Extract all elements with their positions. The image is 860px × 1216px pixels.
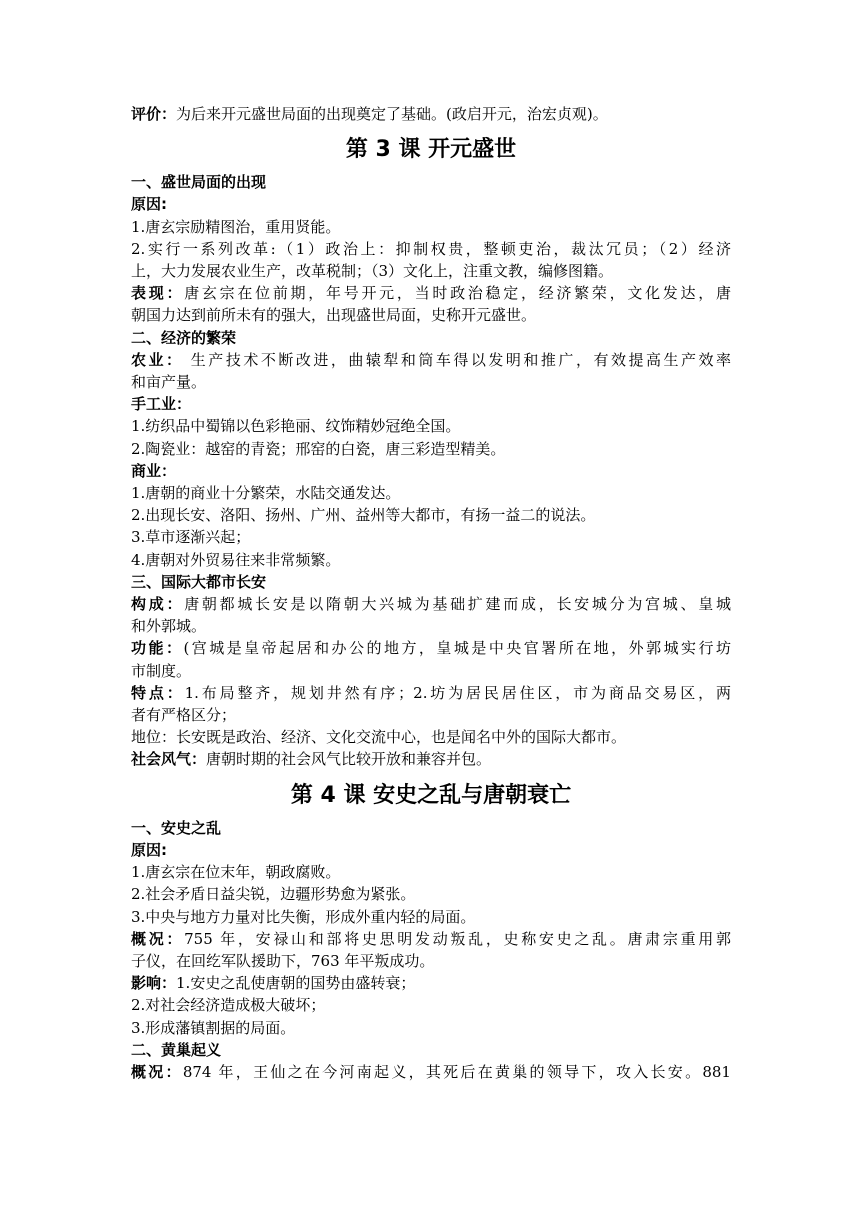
text-line [131, 950, 731, 972]
bold-label: 评价： [131, 105, 177, 123]
text-line [131, 238, 731, 260]
bold-label: 影响： [131, 974, 177, 993]
body-text: 生产技术不断改进，曲辕犁和筒车得以发明和推广，有效提高生产效率 [183, 350, 731, 369]
bold-label: 概况： [131, 929, 185, 948]
text-line [131, 928, 731, 950]
body-text: 1.布局整齐，规划井然有序；2.坊为居民居住区，市为商品交易区，两 [184, 683, 731, 702]
text-line [131, 615, 731, 637]
body-text: 1.唐朝的商业十分繁荣，水陆交通发达。 [131, 484, 401, 503]
text-line [131, 371, 731, 393]
section-heading [131, 1039, 731, 1061]
section-heading [131, 839, 731, 861]
bold-label: 二、黄巢起义 [131, 1040, 222, 1059]
text-line [131, 282, 731, 304]
bold-label: 三、国际大都市长安 [131, 572, 267, 591]
text-line [131, 994, 731, 1016]
body-text: 1.唐玄宗励精图治，重用贤能。 [131, 217, 341, 236]
text-line [131, 216, 731, 238]
text-line [131, 482, 731, 504]
body-text: 2.陶瓷业：越窑的青瓷；邢窑的白瓷，唐三彩造型精美。 [131, 439, 506, 458]
text-line [131, 260, 731, 282]
body-text: 3.中央与地方力量对比失衡，形成外重内轻的局面。 [131, 907, 476, 926]
bold-label: 一、盛世局面的出现 [131, 173, 267, 192]
body-text: 市制度。 [131, 661, 192, 680]
bold-label: 概况： [131, 1062, 183, 1081]
body-text: 唐朝都城长安是以隋朝大兴城为基础扩建而成，长安城分为宫城、皇城 [184, 595, 731, 614]
bold-label: 原因: [131, 840, 167, 859]
text-line [131, 593, 731, 615]
body-text: 4.唐朝对外贸易往来非常频繁。 [131, 550, 341, 569]
text-line [131, 526, 731, 548]
body-text: (宫城是皇帝起居和办公的地方，皇城是中央官署所在地，外郭城实行坊 [183, 639, 731, 658]
body-text: 唐玄宗在位前期，年号开元，当时政治稳定，经济繁荣，文化发达，唐 [184, 284, 731, 303]
section-heading [131, 817, 731, 839]
body-text: 为后来开元盛世局面的出现奠定了基础。(政启开元，治宏贞观)。 [176, 105, 608, 123]
section-heading [131, 193, 731, 215]
text-line [131, 504, 731, 526]
body-text: 1.安史之乱使唐朝的国势由盛转衰； [176, 974, 416, 993]
section-heading [131, 393, 731, 415]
section-heading [131, 460, 731, 482]
text-line [131, 415, 731, 437]
body-text: 3.草市逐渐兴起； [131, 528, 251, 547]
body-text: 1.唐玄宗在位末年，朝政腐败。 [131, 863, 341, 882]
document-body [131, 103, 731, 1083]
bold-label: 二、经济的繁荣 [131, 328, 237, 347]
text-line [131, 972, 731, 994]
section-heading [131, 571, 731, 593]
body-text: 3.形成藩镇割据的局面。 [131, 1018, 296, 1037]
text-line [131, 1017, 731, 1039]
section-heading [131, 327, 731, 349]
text-line [131, 304, 731, 326]
body-text: 2.社会矛盾日益尖锐，边疆形势愈为紧张。 [131, 885, 416, 904]
bold-label: 手工业： [131, 395, 192, 414]
body-text: 者有严格区分； [131, 706, 237, 725]
body-text: 755 年，安禄山和部将史思明发动叛乱，史称安史之乱。唐肃宗重用郭 [184, 929, 731, 948]
lesson-title: 第 3 课 开元盛世 [345, 137, 517, 163]
body-text: 2.实行一系列改革:（1）政治上：抑制权贵，整顿吏治，裁汰冗员；（2）经济 [131, 239, 731, 258]
body-text: 唐朝时期的社会风气比较开放和兼容并包。 [206, 750, 492, 769]
text-line [131, 748, 731, 770]
body-text: 上，大力发展农业生产，改革税制；（3）文化上，注重文教，编修图籍。 [131, 262, 614, 281]
text-line [131, 349, 731, 371]
bold-label: 一、安史之乱 [131, 818, 222, 837]
text-line [131, 1061, 731, 1083]
body-text: 地位：长安既是政治、经济、文化交流中心，也是闻名中外的国际大都市。 [131, 728, 627, 747]
text-line [131, 726, 731, 748]
text-line [131, 549, 731, 571]
bold-label: 表现： [131, 284, 185, 303]
body-text: 1.纺织品中蜀锦以色彩艳丽、纹饰精妙冠绝全国。 [131, 417, 461, 436]
bold-label: 社会风气： [131, 750, 207, 769]
body-text: 和亩产量。 [131, 373, 207, 392]
text-line [131, 682, 731, 704]
body-text: 子仪，在回纥军队援助下，763 年平叛成功。 [131, 951, 435, 970]
text-line [131, 438, 731, 460]
text-line [131, 906, 731, 928]
text-line [131, 103, 731, 125]
body-text: 874 年，王仙之在今河南起义，其死后在黄巢的领导下，攻入长安。881 [182, 1062, 731, 1081]
body-text: 2.对社会经济造成极大破坏； [131, 996, 326, 1015]
body-text: 2.出现长安、洛阳、扬州、广州、益州等大都市，有扬一益二的说法。 [131, 506, 596, 525]
bold-label: 原因: [131, 195, 167, 214]
body-text: 朝国力达到前所未有的强大，出现盛世局面，史称开元盛世。 [131, 306, 537, 325]
bold-label: 构成： [131, 595, 185, 614]
text-line [131, 637, 731, 659]
text-line [131, 883, 731, 905]
body-text: 和外郭城。 [131, 617, 207, 636]
section-heading [131, 171, 731, 193]
bold-label: 特点： [131, 683, 185, 702]
text-line [131, 704, 731, 726]
bold-label: 农业： [131, 350, 184, 369]
text-line [131, 861, 731, 883]
bold-label: 商业： [131, 461, 177, 480]
bold-label: 功能： [131, 639, 184, 658]
text-line [131, 660, 731, 682]
lesson-title: 第 4 课 安史之乱与唐朝衰亡 [290, 782, 572, 808]
